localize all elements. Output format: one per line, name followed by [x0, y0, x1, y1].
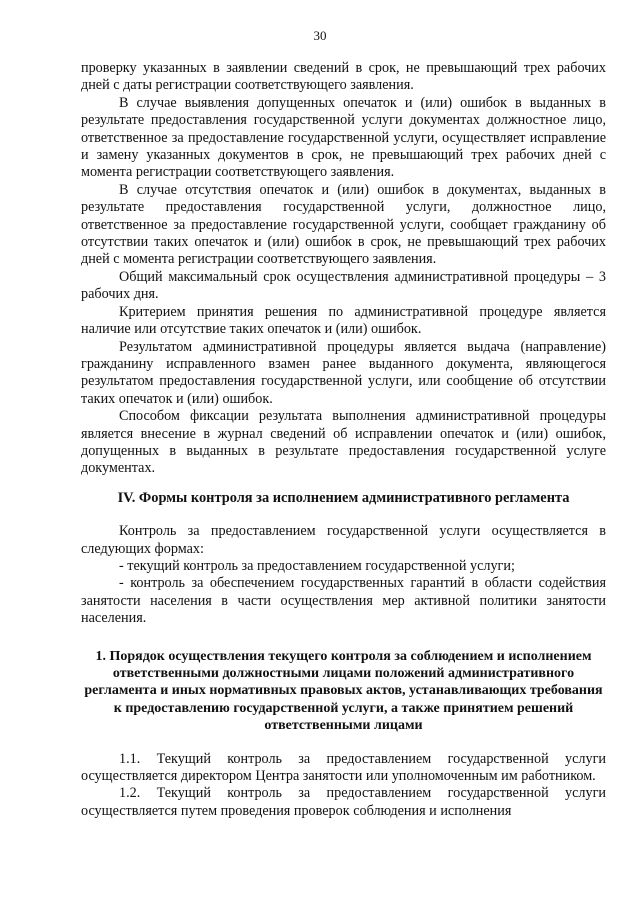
paragraph: 1.2. Текущий контроль за предоставлением государственной услуги осуществляется путем проведения проверок соблюдения и исполнения — [81, 785, 606, 819]
document-body — [81, 60, 606, 820]
paragraph: В случае отсутствия опечаток и (или) ошибок в документах, выданных в результате предоставления государственной услуги, должностное лицо, ответственное за предоставление государственной услуги, сообщает гражданину об отсутствии таких опечаток и (или) ошибок в срок, не превышающий трех рабочих дней с момента регистрации соответствующего заявления. — [81, 181, 606, 268]
paragraph: Общий максимальный срок осуществления административной процедуры – 3 рабочих дня. — [81, 268, 606, 303]
paragraph: Способом фиксации результата выполнения административной процедуры является внесение в журнал сведений об исправлении опечаток и (или) ошибок, допущенных в выданных в результате предоставления государственной услуге документах. — [81, 408, 606, 477]
paragraph: Критерием принятия решения по административной процедуре является наличие или отсутствие таких опечаток и (или) ошибок. — [81, 303, 606, 338]
paragraph: 1.1. Текущий контроль за предоставлением государственной услуги осуществляется директором Центра занятости или уполномоченным им работником. — [81, 750, 606, 785]
paragraph: проверку указанных в заявлении сведений в срок, не превышающий трех рабочих дней с даты регистрации соответствующего заявления. — [81, 60, 606, 94]
section-intro: Контроль за предоставлением государственной услуги осуществляется в следующих формах: — [81, 523, 606, 557]
paragraph: Результатом административной процедуры является выдача (направление) гражданину исправленного взамен ранее выданного документа, являющегося результатом предоставления государственной услуги, или сообщение об отсутствии таких опечаток и (или) ошибок. — [81, 338, 606, 407]
list-item: - текущий контроль за предоставлением государственной услуги; — [119, 557, 515, 574]
page-number: 30 — [313, 28, 327, 43]
list-item: - контроль за обеспечением государственных гарантий в области содействия занятости населения в части осуществления мер активной политики занятости населения. — [81, 575, 606, 627]
paragraph: В случае выявления допущенных опечаток и (или) ошибок в выданных в результате предоставления государственной услуги документах должностное лицо, ответственное за предоставление государственной услуги, осуществляет исправление и замену указанных документов в срок, не превышающий трех рабочих дней с момента регистрации соответствующего заявления. — [81, 94, 606, 181]
subsection-heading: 1. Порядок осуществления текущего контроля за соблюдением и исполнением ответственными должностными лицами положений административного регламента и иных нормативных правовых актов, устанавливающих требования к предоставлению государственной услуги, а также принятием решений ответственными лицами — [84, 648, 603, 734]
section-heading: IV. Формы контроля за исполнением административного регламента — [117, 489, 570, 506]
